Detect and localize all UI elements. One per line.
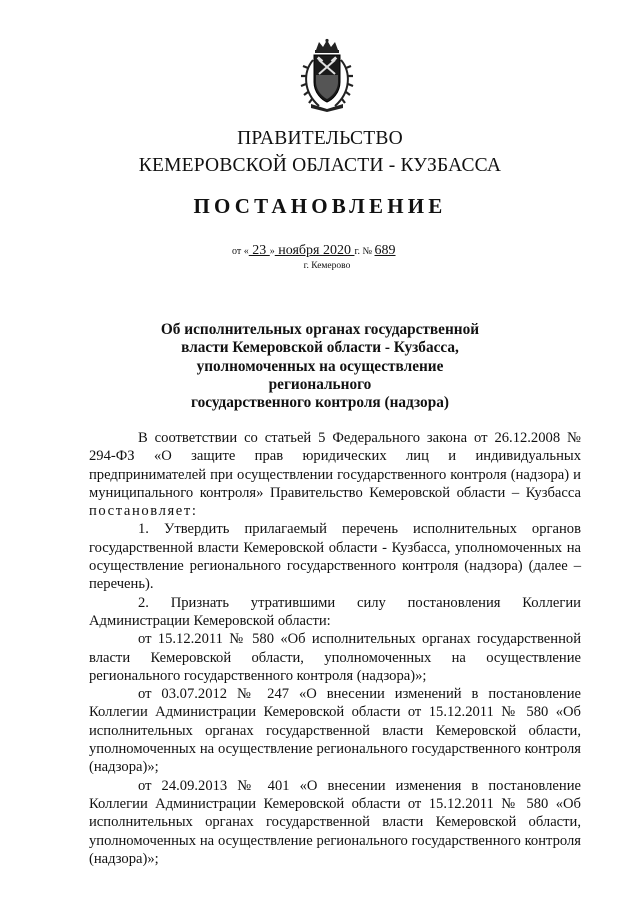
subject-line: власти Кемеровской области - Кузбасса, — [181, 339, 459, 357]
intro-text: В соответствии со статьей 5 Федерального закона от 26.12.2008 № 294-ФЗ «О защите прав юридических лиц и индивидуальных предпринимателей при осуществлении государственного контроля (надзора) и муниципального контроля» Правительство Кемеровской области – Кузбасса — [89, 430, 581, 501]
paragraph-2: 2. Признать утратившими силу постановления Коллегии Администрации Кемеровской области: — [89, 594, 581, 629]
document-type-title: ПОСТАНОВЛЕНИЕ — [193, 194, 447, 218]
document-number: 689 — [374, 243, 396, 258]
document-subject — [150, 321, 490, 412]
repealed-act-3: от 24.09.2013 № 401 «О внесении изменения в постановление Коллегии Администрации Кемеровской области от 15.12.2011 № 580 «Об исполнительных органах государственной власти Кемеровской области, уполномоченных на осуществление регионального государственного контроля (надзора)»; — [89, 777, 581, 867]
date-quote-close: » — [269, 246, 275, 257]
resolves-word: постановляет: — [89, 503, 198, 520]
subject-line: уполномоченных на осуществление регионального — [196, 357, 444, 393]
repealed-act-2: от 03.07.2012 № 247 «О внесении изменений в постановление Коллегии Администрации Кемеровской области от 15.12.2011 № 580 «Об исполнительных органах государственной власти Кемеровской области, уполномоченных на осуществление регионального государственного контроля (надзора)»; — [89, 686, 581, 776]
kemerovo-coat-of-arms-icon — [299, 38, 355, 112]
date-month-year: ноября 2020 — [274, 243, 355, 258]
government-name-line1: ПРАВИТЕЛЬСТВО — [237, 128, 403, 149]
subject-line: государственного контроля (надзора) — [191, 394, 449, 412]
government-name-line2: КЕМЕРОВСКОЙ ОБЛАСТИ - КУЗБАССА — [138, 155, 502, 176]
paragraph-1: 1. Утвердить прилагаемый перечень исполнительных органов государственной власти Кемеровской области - Кузбасса, уполномоченных на осуществление регионального государственного контроля (надзора) (далее – перечень). — [89, 521, 581, 593]
subject-line: Об исполнительных органах государственной — [160, 321, 480, 338]
date-year-suffix: г. — [354, 246, 360, 257]
intro-paragraph — [89, 429, 581, 520]
issue-city: г. Кемерово — [303, 261, 351, 271]
number-sign: № — [359, 246, 375, 257]
date-day: 23 — [248, 243, 270, 258]
date-prefix: от « — [232, 246, 249, 257]
date-number-line — [232, 242, 396, 259]
repealed-act-1: от 15.12.2011 № 580 «Об исполнительных органах государственной власти Кемеровской области, уполномоченных на осуществление регионального государственного контроля (надзора)»; — [89, 631, 581, 684]
document-body — [89, 429, 581, 868]
